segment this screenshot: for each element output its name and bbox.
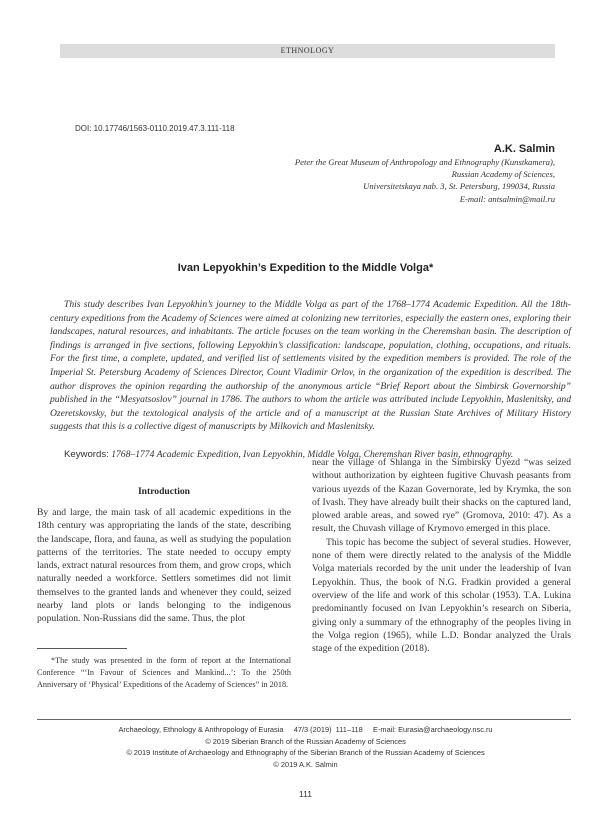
footer-copyright: © 2019 Siberian Branch of the Russian Academy of Sciences [205, 736, 406, 746]
footer-copyright: © 2019 Institute of Archaeology and Ethnography of the Siberian Branch of the Russian Academy of Sciences [126, 748, 485, 757]
affiliation-line: Russian Academy of Sciences, [451, 169, 555, 180]
body-right-column [312, 456, 571, 655]
body-left-column: By and large, the main task of all academic expeditions in the 18th century was appropriating the lands of the state, describing the landscape, flora, and fauna, as well as studying the population patterns of the territories. The state needed to occupy empty lands, extract natural resources from them, and grow crops, which naturally needed a workforce. Settlers sometimes did not limit themselves to the granted lands and whenever they could, seized nearby land plots or lands belonging to the indigenous population. Non-Russians did the same. Thus, the plot [37, 507, 291, 625]
section-heading: Introduction [137, 486, 191, 497]
paragraph: near the village of Shlanga in the Simbirsky Uyezd “was seized without authorization by eighteen fugitive Chuvash peasants from various uyezds of the Kazan Governorate, led by Krymka, the son of Ivash. They have already built their shacks on the captured land, plowed arable areas, and sowed rye” (Gromova, 2010: 47). As a result, the Chuvash village of Krymovo emerged in this place. [312, 457, 571, 535]
keywords-label: Keywords: [64, 449, 109, 460]
author-email: E-mail: antsalmin@mail.ru [459, 193, 555, 204]
keywords-text: 1768–1774 Academic Expedition, Ivan Lepyokhin, Middle Volga, Cheremshan River basin, ethnography. [111, 449, 514, 460]
footer-copyright: © 2019 A.K. Salmin [273, 759, 338, 769]
affiliation-line: Peter the Great Museum of Anthropology and Ethnography (Kunstkamera), [294, 157, 555, 167]
footer-journal-line: Archaeology, Ethnology & Anthropology of Eurasia 47/3 (2019) 111–118 E-mail: Eurasia@archaeology.nsc.ru [118, 725, 493, 734]
paragraph: This topic has become the subject of several studies. However, none of them were directly related to the analysis of the Middle Volga materials recorded by the unit under the leadership of Ivan Lepyokhin. Thus, the book of N.G. Fradkin provided a general overview of the life and work of this scholar (1953). T.A. Lukina predominantly focused on Ivan Lepyokhin’s research on Siberia, giving only a summary of the ethnography of the peoples living in the Volga region (1965), while L.D. Bondar analyzed the Urals stage of the expedition (2018). [312, 536, 571, 655]
footer-divider [37, 719, 571, 720]
section-header: ETHNOLOGY [60, 44, 555, 58]
affiliation-line: Universitetskaya nab. 3, St. Petersburg, 199034, Russia [363, 181, 555, 192]
footer [0, 724, 611, 770]
page-number: 111 [299, 789, 312, 799]
article-title: Ivan Lepyokhin’s Expedition to the Middle Volga* [177, 262, 434, 274]
doi: DOI: 10.17746/1563-0110.2019.47.3.111-118 [75, 124, 235, 133]
author-affiliation [295, 156, 555, 205]
abstract: This study describes Ivan Lepyokhin’s journey to the Middle Volga as part of the 1768–1774 Academic Expedition. All the 18th-century expeditions from the Academy of Sciences were aimed at colonizing new territories, especially the eastern ones, exploring their landscapes, natural resources, and inhabitants. The article focuses on the team working in the Cheremshan basin. The description of findings is arranged in five sections, following Lepyokhin’s classification: landscape, population, clothing, occupations, and rituals. For the first time, a complete, updated, and verified list of settlements visited by the expedition members is provided. The role of the Imperial St. Petersburg Academy of Sciences Director, Count Vladimir Orlov, in the organization of the expedition is described. The author disproves the opinion regarding the authorship of the anonymous article “Brief Report about the Simbirsk Governorship” published in the “Mesyatsoslov” journal in 1786. The authors to whom the article was attributed include Lepyokhin, Maslenitsky, and Ozeretskovsky, but the textological analysis of the article and of a manuscript at the Russian State Archives of Military History suggests that this is a collective digest of manuscripts by Milkovich and Maslenitsky. [50, 299, 571, 433]
author-name: A.K. Salmin [493, 143, 555, 155]
footnote-divider [37, 648, 127, 649]
footnote: *The study was presented in the form of report at the International Conference “‘In Favour of Sciences and Mankind...’: To the 250th Anniversary of ‘Physical’ Expeditions of the Academy of Sciences” in 2018. [37, 656, 291, 689]
